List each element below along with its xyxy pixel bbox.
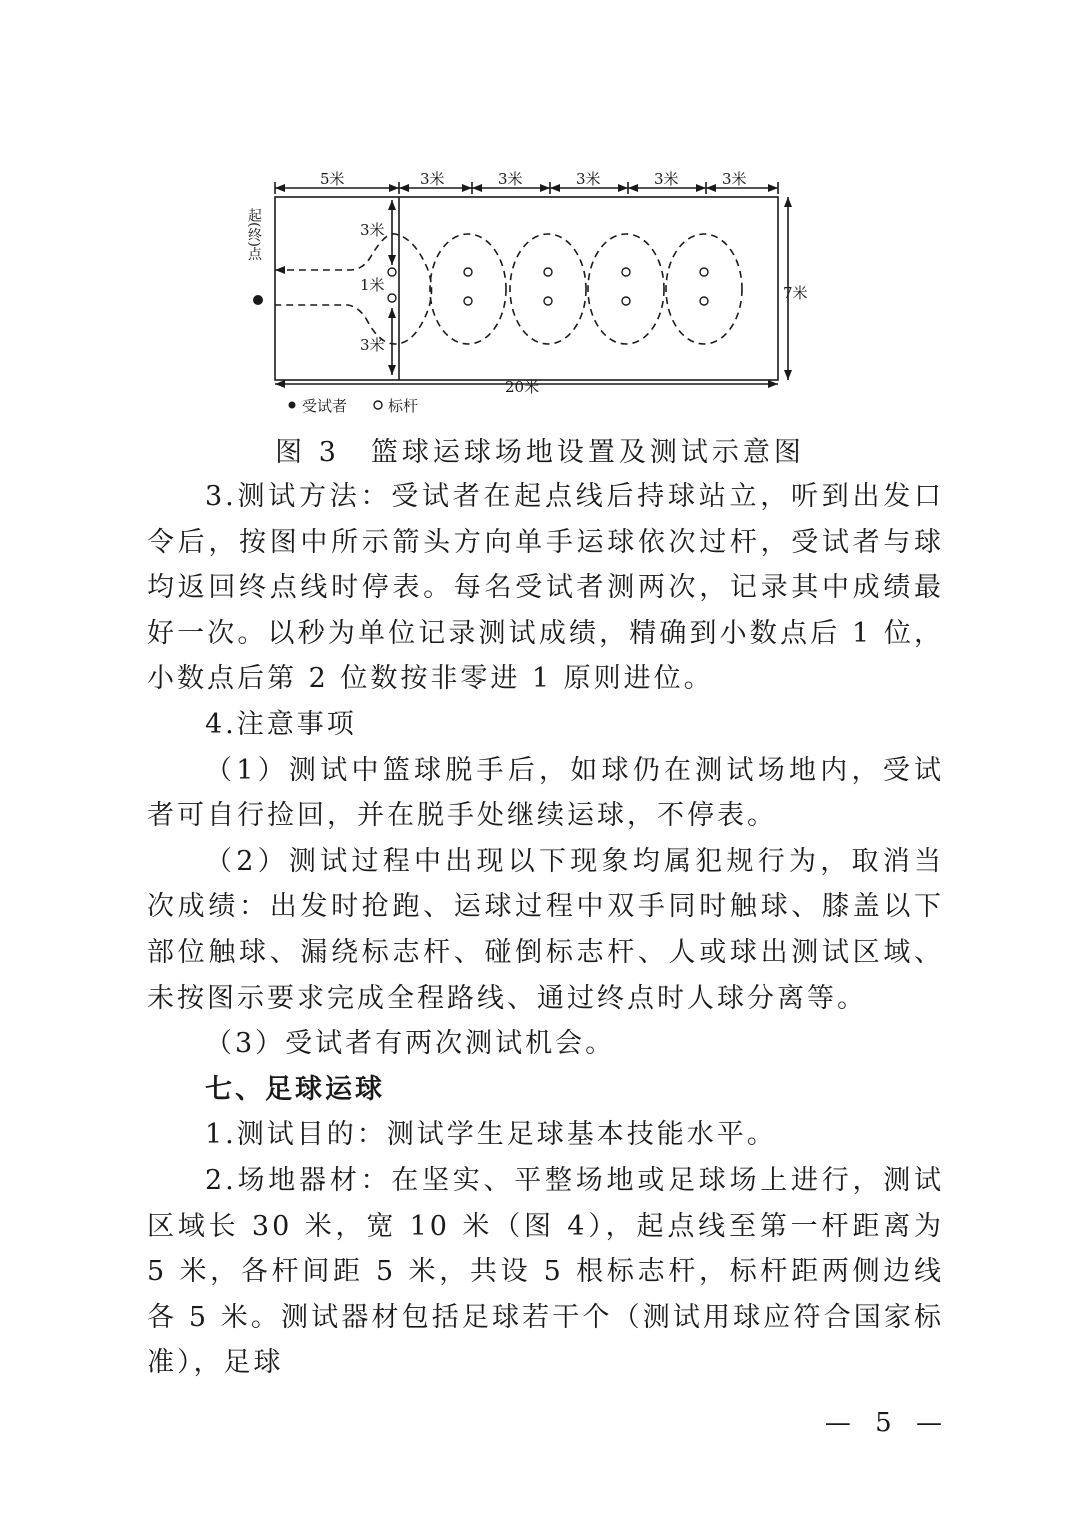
dim-width: 7米 [783,284,808,302]
paragraph-notes-heading: 4.注意事项 [205,708,357,740]
figure-caption: 图 3 篮球运球场地设置及测试示意图 [275,437,805,468]
dim-segment-3: 3米 [576,170,601,188]
court-diagram [240,160,820,425]
paragraph-test-method: 3.测试方法：受试者在起点线后持球站立，听到出发口令后，按图中所示箭头方向单手运球依次过杆，受试者与球均返回终点线时停表。每名受试者测两次，记录其中成绩最好一次。以秒为单位记录测试成绩，精确到小数点后 1 位，小数点后第 2 位数按非零进 1 原则进位。 [147,481,944,695]
dim-total-length: 20米 [505,378,540,396]
dim-segment-2: 3米 [498,170,523,188]
dim-segment-5: 3米 [722,170,747,188]
paragraph-note-2: （2）测试过程中出现以下现象均属犯规行为，取消当次成绩：出发时抢跑、运球过程中双手同时触球、膝盖以下部位触球、漏绕标志杆、碰倒标志杆、人或球出测试区域、未按图示要求完成全程路线、通过终点时人球分离等。 [147,845,944,1014]
dim-gap-bottom: 3米 [360,336,385,354]
dim-gap-middle: 1米 [360,276,385,294]
legend-pole-circle [374,401,382,409]
poles [374,268,708,409]
dim-segment-1: 3米 [420,170,445,188]
paragraph-test-purpose: 1.测试目的：测试学生足球基本技能水平。 [205,1119,777,1151]
legend-subject-dot [289,402,296,409]
paragraph-note-3: （3）受试者有两次测试机会。 [205,1028,616,1060]
dim-first-segment: 5米 [320,170,345,188]
court-boundary [275,197,778,380]
dim-gap-top: 3米 [360,221,385,239]
dribble-path [275,234,742,344]
start-end-label: 起(终)点 [246,208,262,261]
court-diagram-svg [240,160,820,425]
legend-pole-label: 标杆 [388,397,419,415]
section-heading-football: 七、足球运球 [205,1073,385,1105]
dim-segment-4: 3米 [654,170,679,188]
legend-subject-label: 受试者 [302,397,348,415]
paragraph-venue-equipment: 2.场地器材：在坚实、平整场地或足球场上进行，测试区域长 30 米，宽 10 米（图 4），起点线至第一杆距离为 5 米，各杆间距 5 米，共设 5 根标志杆，标杆距两侧边线各 5 米。测试器材包括足球若干个（测试用球应符合国家标准），足球 [147,1164,944,1379]
paragraph-note-1: （1）测试中篮球脱手后，如球仍在测试场地内，受试者可自行捡回，并在脱手处继续运球，不停表。 [147,754,944,832]
body-text [147,474,944,1386]
page-number: — 5 — [824,1408,950,1438]
subject-marker [253,295,263,305]
